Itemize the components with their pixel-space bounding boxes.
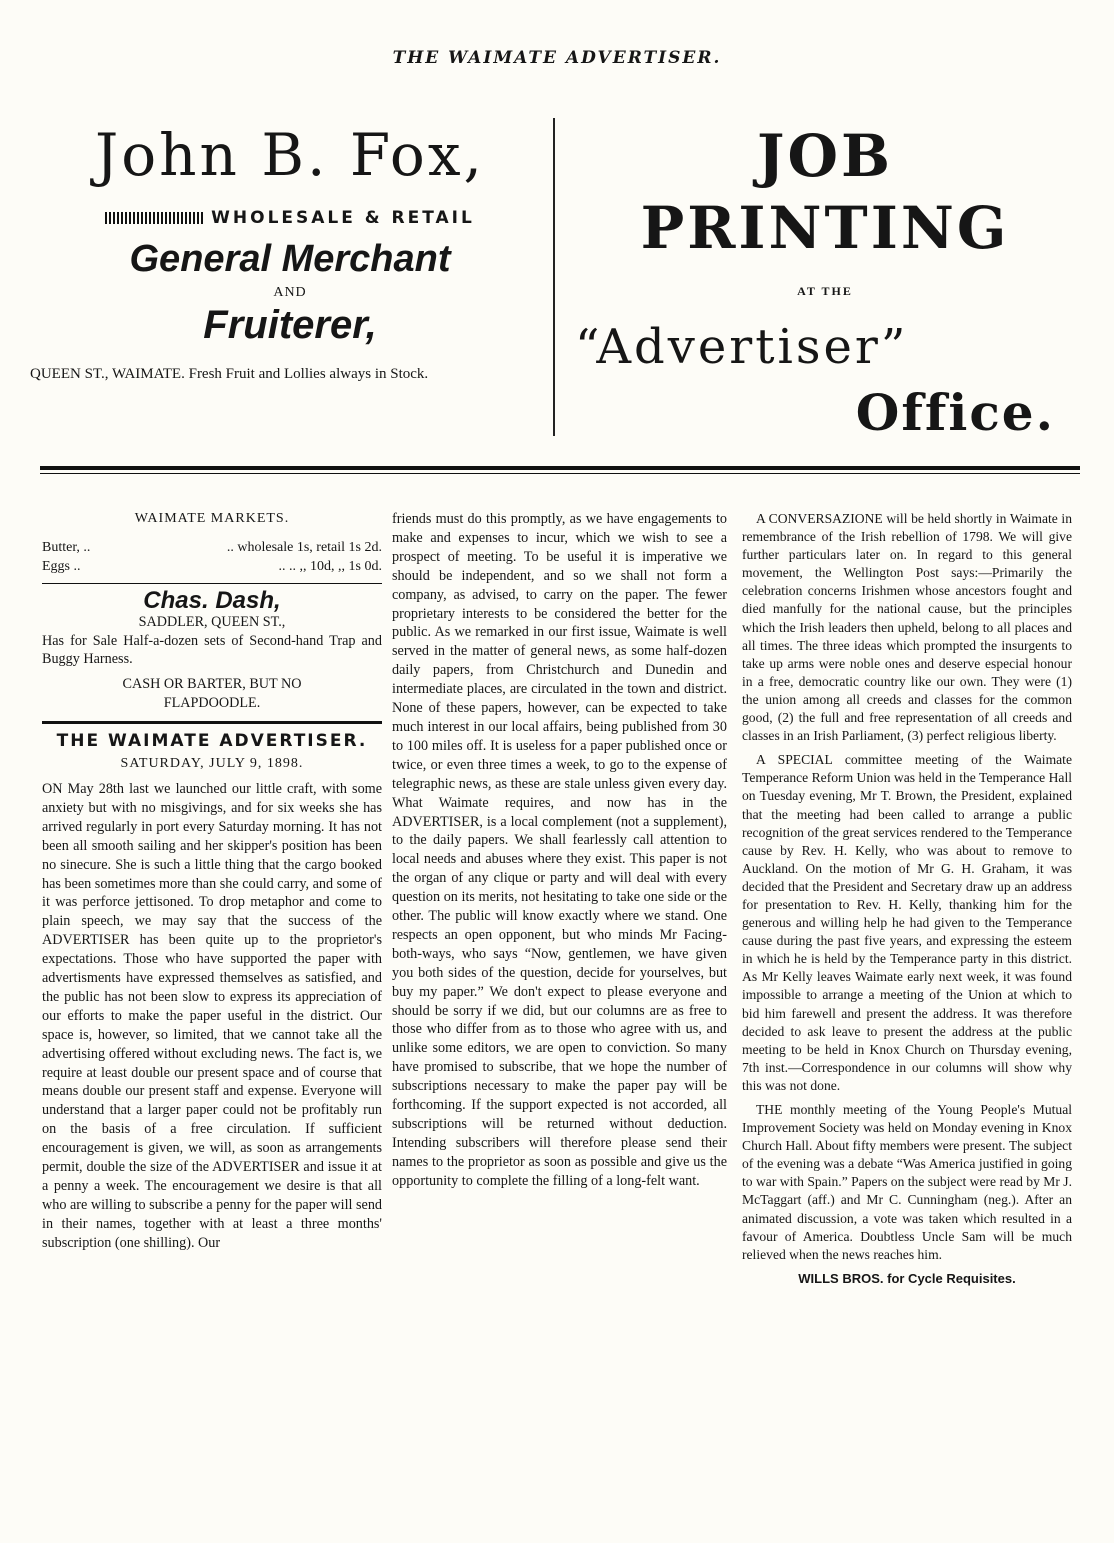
paper-title: THE WAIMATE ADVERTISER.: [56, 731, 368, 752]
market-item: Butter, ..: [42, 539, 91, 555]
ad-divider: [553, 118, 555, 436]
header-rule-thick: [40, 466, 1080, 470]
job-printing-advertisement: [565, 120, 1085, 442]
fox-name: John B. Fox,: [95, 121, 485, 189]
news-temperance-meeting: A SPECIAL committee meeting of the Waimate Temperance Reform Union was held in the Temperance Hall on Tuesday evening, Mr T. Brown, the President, explained that the meeting had been called to arrange a public recognition of the great services rendered to the Temperance cause by Rev. H. Kelly, who was about to remove to Auckland. On the motion of Mr G. H. Graham, it was decided that the President and Secretary draw up an address for presentation to Rev. H. Kelly, thanking him for the generous and willing help he had given to the Temperance cause during the past five years, and expressing the esteem in which he is held by the Temperance party in this district. As Mr Kelly leaves Waimate early next week, it was found impossible to arrange a meeting of the Union at which to bid him farewell and present the address. It was therefore decided to ask leave to present the address at the public meeting to be held in Knox Church on Thursday evening, 7th inst.—Correspondence in our columns will show why this was not done.: [742, 752, 1073, 1093]
market-item: Eggs ..: [42, 558, 81, 574]
editorial-paragraph-2: friends must do this promptly, as we have engagements to make and expenses to incur, which we wish to see a prospect of meeting. To be useful it is imperative we should be independent, and so we shall not form a company, as advised, to carry on the paper. The fewer proprietary interests to be considered the better for the public. As we remarked in our first issue, Waimate is well served in the matter of general news, as some half-dozen daily papers, from Christchurch and Dunedin and intermediate places, are circulated in the town and district. None of these papers, however, can be expected to take much interest in our local affairs, being published from 30 to 100 miles off. It is useless for a paper published once or twice, or even three times a week, to go to the expense of telegraphic news, as these are stale unless given every day. What Waimate requires, and now has in the ADVERTISER, is a local complement (not a supplement), to the daily papers. We shall fearlessly call attention to local needs and abuses where they exist. This paper is not the organ of any clique or party and will deal with every question on its merits, not hesitating to take one side or the other. The public will know exactly where we stand. One respects an open opponent, but who minds Mr Facing-both-ways, who says “Now, gentlemen, we have given you both sides of the question, decide for yourselves, but buy my paper.” We don't expect to please everyone and should be sorry if we did, but our columns are as free to those who differ from as to those who agree with us, and unlike some editors, we are open to conviction. So many have promised to subscribe, that we hope the number of subscriptions necessary to make the paper pay will be forthcoming. If the support expected is not accorded, all subscriptions will be returned without deduction. Intending subscribers will therefore please send their names to the proprietor as soon as possible and give us the opportunity to complete the filling of a long-felt want.: [392, 511, 727, 1189]
dash-motto: CASH OR BARTER, BUT NO FLAPDOODLE.: [122, 676, 302, 712]
job-office: Office.: [855, 383, 1055, 442]
news-conversazione: A CONVERSAZIONE will be held shortly in Waimate in remembrance of the Irish rebellion of 1798. We will give further particulars later on. In regard to this general movement, the Wellington Post says:—Primarily the celebration concerns Irishmen whose ancestors fought and died manfully for the national cause, but the principles which the Irish leaders then upheld, belong to all places and all times. The three ideas which prompted the insurgents to take up arms were noble ones and deserve especial honour in a free, democratic country like our own. They were (1) the union among all creeds and classes for the common good, (2) the full and free representation of all creeds and classes in an Irish Parliament, (3) perfect religious liberty.: [742, 511, 1072, 744]
market-row: [42, 539, 382, 558]
fox-trade-line: [30, 208, 550, 228]
issue-date: SATURDAY, JULY 9, 1898.: [120, 756, 304, 772]
section-rule-thick: [42, 721, 382, 724]
wills-bros-notice: WILLS BROS. for Cycle Requisites.: [798, 1270, 1016, 1286]
fox-line-general-merchant: General Merchant: [129, 238, 451, 280]
market-prices: .. wholesale 1s, retail 1s 2d.: [226, 539, 382, 555]
news-young-peoples-society: THE monthly meeting of the Young People's Mutual Improvement Society was held on Monday evening in Knox Church Hall. About fifty members were present. The subject of the evening was a debate “Was America justified in going to war with Spain.” Papers on the subject were read by Mr J. McTaggart (aff.) and Mr C. Cunningham (neg.). After an animated discussion, a vote was taken which resulted in a favour of America. Doubtless Uncle Sam will be much relieved when the news reaches him.: [742, 1102, 1072, 1262]
fox-and: AND: [273, 285, 307, 300]
header-rule-thin: [40, 473, 1080, 474]
column-1: [42, 510, 382, 1259]
fox-trade: WHOLESALE & RETAIL: [211, 208, 475, 228]
fox-line-fruiterer: Fruiterer,: [203, 303, 377, 347]
job-at-the: AT THE: [797, 284, 853, 298]
masthead: THE WAIMATE ADVERTISER.: [392, 48, 722, 68]
dash-trade: SADDLER, QUEEN ST.,: [138, 613, 286, 630]
column-2: [392, 510, 727, 1197]
column-3: [742, 510, 1072, 1288]
section-rule: [42, 583, 382, 584]
market-row: [42, 558, 382, 577]
job-advertiser-name: “Advertiser”: [575, 319, 909, 375]
decorative-bars-icon: [105, 212, 205, 224]
markets-title: WAIMATE MARKETS.: [134, 511, 290, 526]
dash-name: Chas. Dash,: [143, 586, 281, 614]
fox-address: QUEEN ST., WAIMATE. Fresh Fruit and Lollies always in Stock.: [30, 366, 429, 382]
job-printing-title: JOB PRINTING: [640, 122, 1010, 262]
fox-advertisement: [30, 120, 550, 383]
dash-body: Has for Sale Half-a-dozen sets of Second-hand Trap and Buggy Harness.: [42, 632, 382, 668]
editorial-paragraph-1: ON May 28th last we launched our little craft, with some anxiety but with no misgivings, and for six weeks she has arrived regularly in port every Saturday morning. It has not been all smooth sailing and her skipper's position has been no sinecure. She is such a little thing that the cargo booked has been sometimes more than she could carry, and some of it was perforce jettisoned. To drop metaphor and come to plain speech, we may say that the success of the ADVERTISER has been quite up to the proprietor's expectations. Those who have supported the paper with advertisments have expressed themselves as satisfied, and the public has not been slow to express its appreciation of our efforts to make the paper useful in the district. Our space is, however, so limited, that we cannot take all the advertising offered without excluding news. The fact is, we require at least double our present space and of course that means double our present staff and expense. Everyone will understand that a larger paper could not be profitably run on the basis of a free circulation. If sufficient encouragement is given, we will, as soon as arrangements permit, double the size of the ADVERTISER and issue it at a penny a week. The encouragement we desire is that all who are willing to subscribe a penny for the paper will send in their names, together with at least a three months' subscription (one shilling). Our: [42, 780, 383, 1251]
market-prices: .. .. ,, 10d, ,, 1s 0d.: [278, 558, 382, 574]
